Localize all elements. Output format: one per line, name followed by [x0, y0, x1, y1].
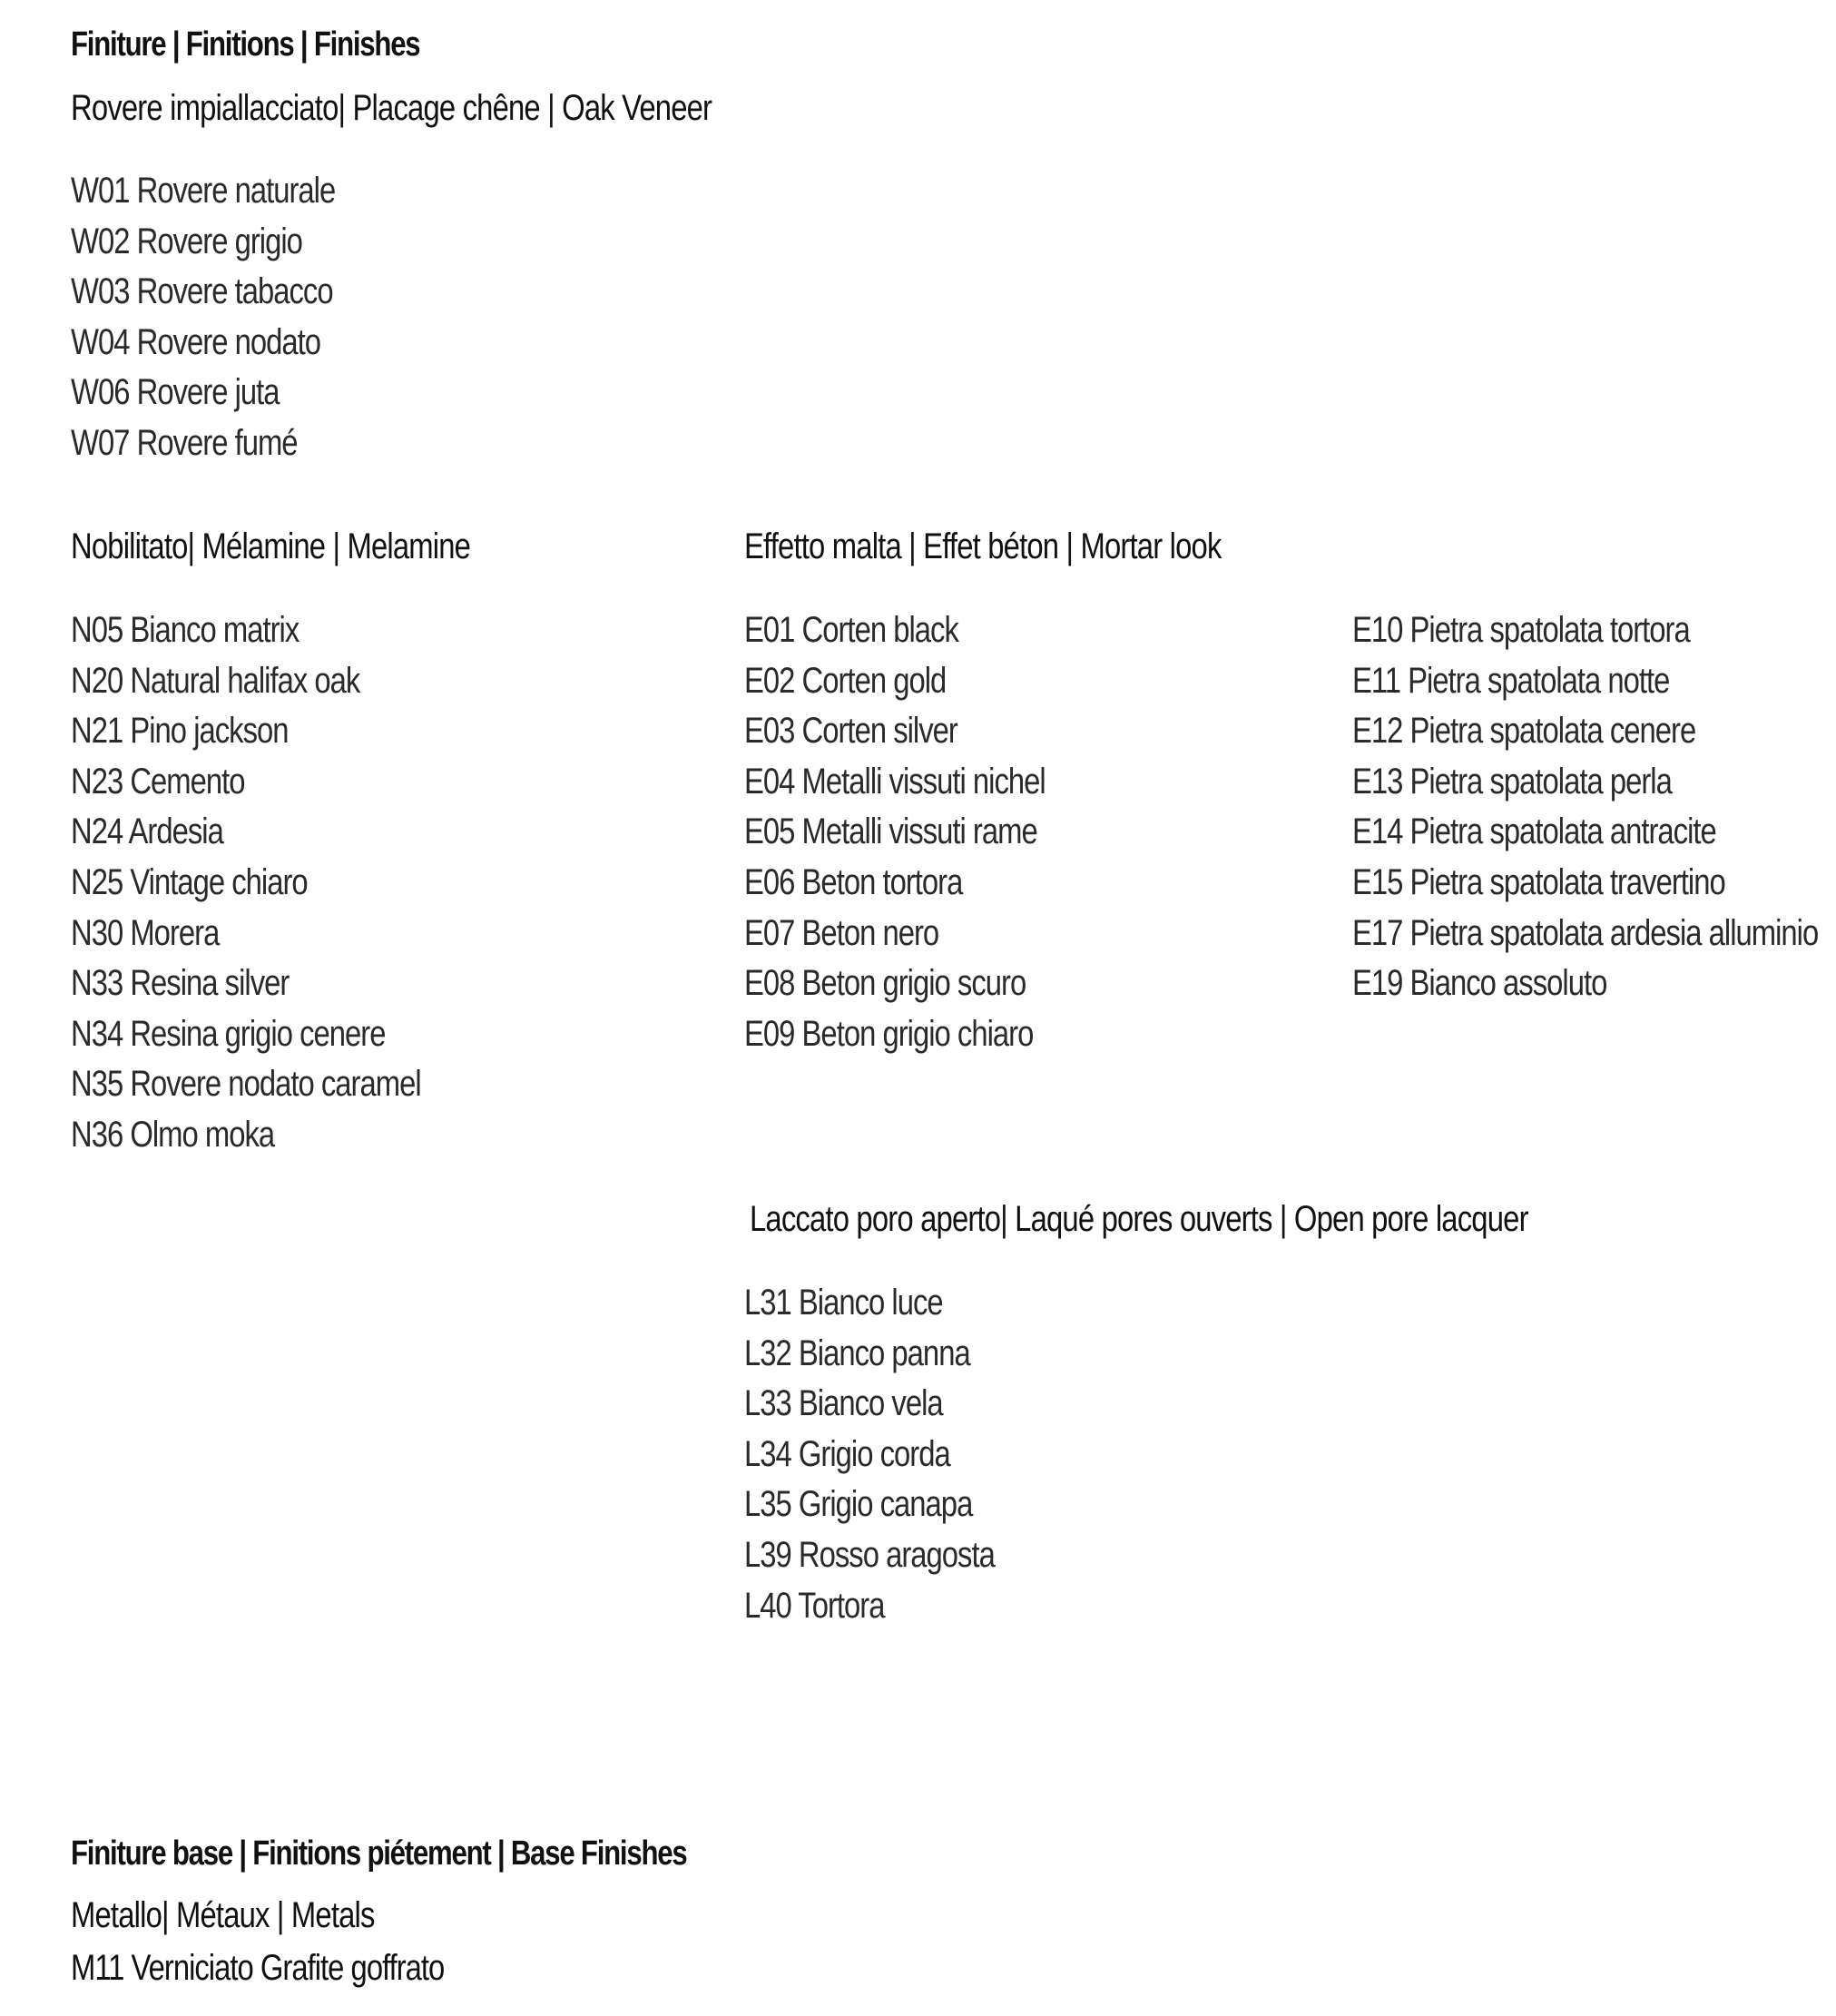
- finish-item: N23 Cemento: [71, 761, 245, 801]
- finish-item: W06 Rovere juta: [71, 372, 280, 413]
- finish-item: N33 Resina silver: [71, 963, 290, 1004]
- finish-item: E19 Bianco assoluto: [1352, 963, 1607, 1004]
- melamine-heading: Nobilitato| Mélamine | Melamine: [71, 526, 471, 566]
- finish-item: N20 Natural halifax oak: [71, 660, 360, 701]
- open-pore-lacquer-heading: Laccato poro aperto| Laqué pores ouverts | Open pore lacquer: [750, 1199, 1528, 1239]
- finish-item: E04 Metalli vissuti nichel: [744, 761, 1046, 801]
- finish-item: E02 Corten gold: [744, 660, 947, 701]
- finish-item: E12 Pietra spatolata cenere: [1352, 711, 1696, 752]
- metals-heading: Metallo| Métaux | Metals: [71, 1895, 375, 1935]
- finish-item: N35 Rovere nodato caramel: [71, 1064, 421, 1105]
- finish-item: L40 Tortora: [744, 1585, 885, 1626]
- finish-item: N36 Olmo moka: [71, 1114, 275, 1155]
- finish-item: L33 Bianco vela: [744, 1383, 943, 1424]
- mortar-look-heading: Effetto malta | Effet béton | Mortar look: [744, 526, 1222, 566]
- finish-item: W02 Rovere grigio: [71, 221, 302, 261]
- finish-item: E08 Beton grigio scuro: [744, 963, 1026, 1004]
- mortar-look-list-right: [1352, 605, 1836, 1009]
- finish-item: N34 Resina grigio cenere: [71, 1013, 386, 1054]
- finish-item: N25 Vintage chiaro: [71, 861, 308, 902]
- finish-item: E03 Corten silver: [744, 711, 957, 752]
- finish-item: E07 Beton nero: [744, 912, 939, 953]
- finish-item: E06 Beton tortora: [744, 861, 963, 902]
- finish-item: E13 Pietra spatolata perla: [1352, 761, 1672, 801]
- finish-item: W03 Rovere tabacco: [71, 271, 333, 312]
- finish-item: E10 Pietra spatolata tortora: [1352, 610, 1690, 650]
- finish-item: N05 Bianco matrix: [71, 610, 299, 650]
- melamine-list: [71, 605, 497, 1161]
- metals-list: [71, 1943, 526, 1994]
- finish-item: E14 Pietra spatolata antracite: [1352, 811, 1716, 852]
- finish-item: L39 Rosso aragosta: [744, 1534, 995, 1575]
- oak-veneer-heading: Rovere impiallacciato| Placage chêne | Oak Veneer: [71, 88, 712, 128]
- finish-item: W01 Rovere naturale: [71, 171, 336, 211]
- open-pore-lacquer-list: [744, 1278, 1049, 1631]
- oak-veneer-list: [71, 166, 393, 469]
- finish-item: N21 Pino jackson: [71, 711, 289, 752]
- finish-item: E11 Pietra spatolata notte: [1352, 660, 1670, 701]
- finish-item: E15 Pietra spatolata travertino: [1352, 861, 1725, 902]
- finish-item: W04 Rovere nodato: [71, 321, 321, 362]
- finish-item: E17 Pietra spatolata ardesia alluminio: [1352, 912, 1819, 953]
- finish-item: E09 Beton grigio chiaro: [744, 1013, 1034, 1054]
- finish-item: N30 Morera: [71, 912, 220, 953]
- finish-item: L35 Grigio canapa: [744, 1484, 973, 1525]
- base-finishes-title: Finiture base | Finitions piétement | Base Finishes: [71, 1834, 687, 1873]
- finish-item: E01 Corten black: [744, 610, 958, 650]
- finish-item: M11 Verniciato Grafite goffrato: [71, 1948, 445, 1988]
- mortar-look-list-left: [744, 605, 1112, 1059]
- finish-item: W07 Rovere fumé: [71, 422, 298, 463]
- page-title: Finiture | Finitions | Finishes: [71, 25, 420, 64]
- finish-item: L32 Bianco panna: [744, 1333, 970, 1373]
- finish-item: N24 Ardesia: [71, 811, 223, 852]
- finish-item: E05 Metalli vissuti rame: [744, 811, 1037, 852]
- finish-item: L34 Grigio corda: [744, 1433, 950, 1474]
- finish-item: L31 Bianco luce: [744, 1283, 943, 1323]
